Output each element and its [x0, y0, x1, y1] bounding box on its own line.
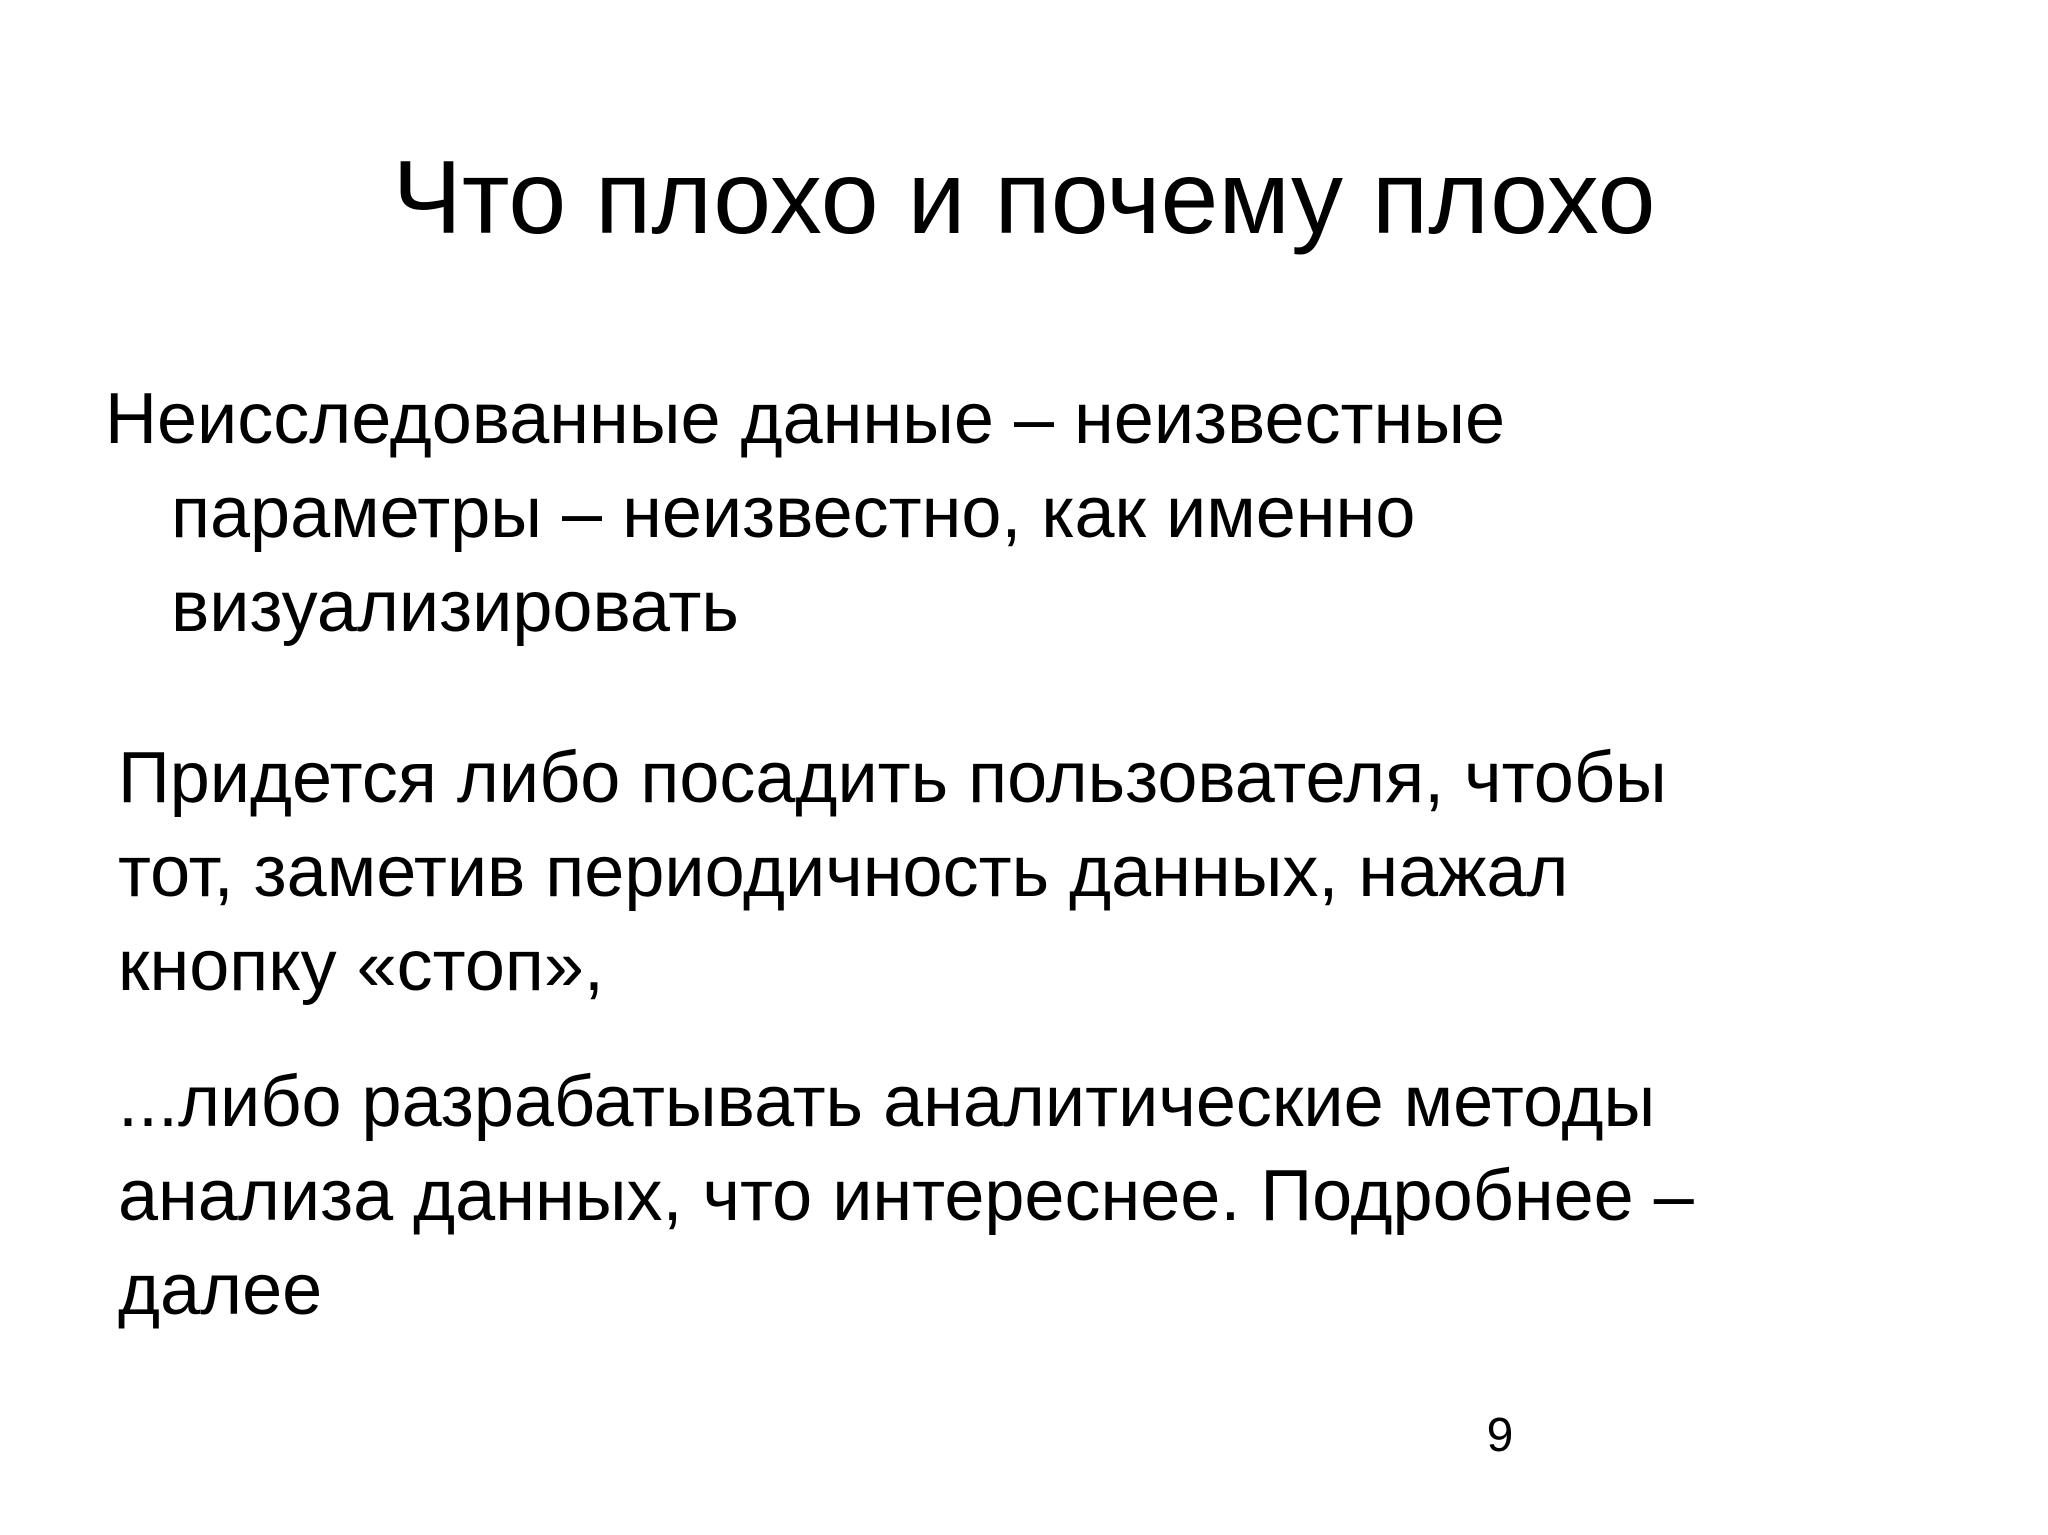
paragraph-line: Неисследованные данные – неизвестные	[105, 379, 1506, 459]
slide-title: Что плохо и почему плохо	[392, 140, 1656, 256]
paragraph-unexplored-data	[105, 372, 1805, 654]
paragraph-line: далее	[118, 1250, 323, 1330]
paragraph-line: кнопку «стоп»,	[118, 926, 604, 1006]
paragraph-line: ...либо разрабатывать аналитические методы	[118, 1062, 1656, 1142]
page-number: 9	[1486, 1409, 1514, 1462]
paragraph-line: анализа данных, что интереснее. Подробнее –	[118, 1156, 1694, 1236]
paragraph-line: параметры – неизвестно, как именно	[171, 473, 1416, 553]
paragraph-user-stop	[118, 731, 1918, 1013]
paragraph-line: Придется либо посадить пользователя, чтобы	[118, 738, 1667, 818]
paragraph-analytic-methods	[118, 1055, 1918, 1337]
paragraph-line: тот, заметив периодичность данных, нажал	[118, 832, 1569, 912]
paragraph-line: визуализировать	[171, 567, 739, 647]
